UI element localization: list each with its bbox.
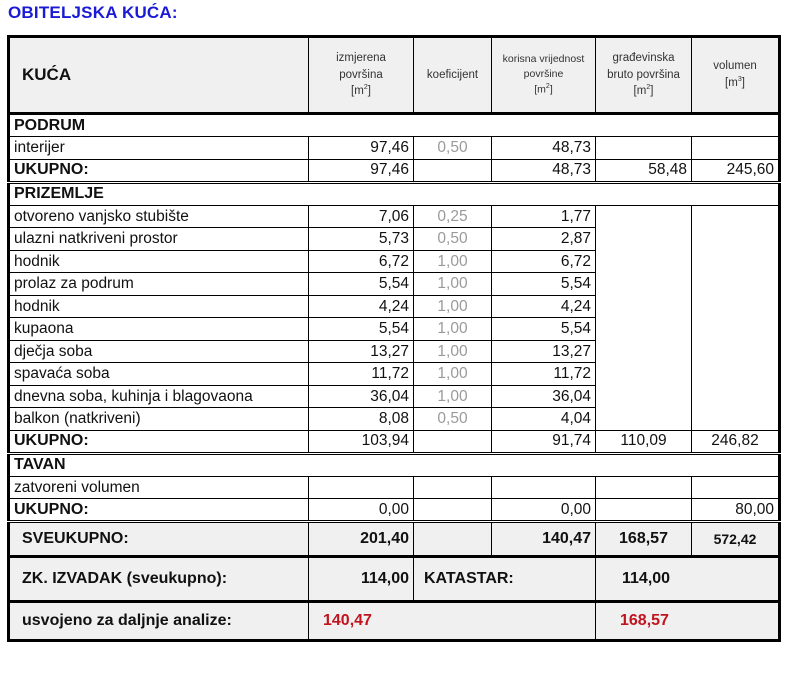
measured-area: 8,08 [309, 408, 414, 431]
table-row [9, 363, 780, 386]
measured-area: 5,54 [309, 318, 414, 341]
gross-area [596, 408, 692, 431]
gross-area [596, 250, 692, 273]
measured-area: 5,73 [309, 228, 414, 251]
section-row [9, 453, 780, 476]
gross-area [596, 499, 692, 522]
coefficient [414, 476, 492, 499]
adopted-usable: 140,47 [309, 602, 596, 641]
volume: 246,82 [692, 430, 780, 453]
adopted-row [9, 602, 780, 641]
room-name: ulazni natkriveni prostor [9, 228, 309, 251]
unit-sup: 3 [737, 76, 742, 84]
volume [692, 363, 780, 386]
coefficient: 1,00 [414, 385, 492, 408]
section-label: PODRUM [9, 114, 780, 137]
unit-sup: 2 [646, 84, 651, 92]
gross-area [596, 273, 692, 296]
table-row [9, 228, 780, 251]
volume [692, 228, 780, 251]
unit-sup: 2 [545, 83, 550, 91]
table-row [9, 318, 780, 341]
unit: [m [725, 77, 738, 89]
measured-area: 13,27 [309, 340, 414, 363]
room-name: balkon (natkriveni) [9, 408, 309, 431]
coefficient [414, 159, 492, 182]
usable-area: 13,27 [492, 340, 596, 363]
measured-area: 5,54 [309, 273, 414, 296]
coefficient: 0,50 [414, 137, 492, 160]
zk-row [9, 557, 780, 602]
usable-area: 5,54 [492, 273, 596, 296]
room-name: kupaona [9, 318, 309, 341]
grand-total-label: SVEUKUPNO: [9, 522, 309, 557]
usable-area: 11,72 [492, 363, 596, 386]
room-name: dnevna soba, kuhinja i blagovaona [9, 385, 309, 408]
usable-area: 6,72 [492, 250, 596, 273]
area-table [7, 35, 781, 642]
section-label: TAVAN [9, 453, 780, 476]
katastar-label: KATASTAR: [414, 557, 596, 602]
gross-area: 168,57 [596, 522, 692, 557]
table-row [9, 340, 780, 363]
measured-area [309, 476, 414, 499]
zk-label: ZK. IZVADAK (sveukupno): [9, 557, 309, 602]
volume: 572,42 [692, 522, 780, 557]
room-name: hodnik [9, 295, 309, 318]
katastar-value: 114,00 [596, 557, 780, 602]
usable-area: 48,73 [492, 137, 596, 160]
gross-area: 58,48 [596, 159, 692, 182]
header-text: volumen [713, 60, 757, 73]
gross-area [596, 318, 692, 341]
usable-area: 1,77 [492, 205, 596, 228]
header-text: građevinska [612, 51, 675, 64]
subtotal-row [9, 159, 780, 182]
gross-area [596, 385, 692, 408]
usable-area: 4,24 [492, 295, 596, 318]
unit: ] [650, 85, 654, 98]
usable-area: 4,04 [492, 408, 596, 431]
volume [692, 385, 780, 408]
coefficient: 1,00 [414, 340, 492, 363]
measured-area: 97,46 [309, 137, 414, 160]
usable-area [492, 476, 596, 499]
measured-area: 4,24 [309, 295, 414, 318]
unit: [m [633, 85, 647, 98]
measured-area: 6,72 [309, 250, 414, 273]
usable-area: 91,74 [492, 430, 596, 453]
measured-area: 11,72 [309, 363, 414, 386]
coefficient: 1,00 [414, 250, 492, 273]
measured-area: 201,40 [309, 522, 414, 557]
section-row [9, 182, 780, 205]
room-name: otvoreno vanjsko stubište [9, 205, 309, 228]
table-row [9, 250, 780, 273]
section-row [9, 114, 780, 137]
subtotal-label: UKUPNO: [9, 159, 309, 182]
coefficient: 0,50 [414, 408, 492, 431]
subtotal-row [9, 499, 780, 522]
header-text: korisna vrijednost [502, 52, 585, 65]
coefficient [414, 430, 492, 453]
table-row [9, 295, 780, 318]
usable-area: 140,47 [492, 522, 596, 557]
header-volume [692, 37, 780, 114]
unit: [m [534, 83, 546, 96]
adopted-gross: 168,57 [596, 602, 780, 641]
table-row [9, 385, 780, 408]
volume: 80,00 [692, 499, 780, 522]
room-name: zatvoreni volumen [9, 476, 309, 499]
header-text: bruto površina [607, 68, 680, 81]
volume [692, 340, 780, 363]
header-kuca: KUĆA [9, 37, 309, 114]
table-row [9, 137, 780, 160]
header-text: površina [339, 68, 383, 81]
volume [692, 137, 780, 160]
coefficient: 1,00 [414, 295, 492, 318]
header-usable-area [492, 37, 596, 114]
usable-area: 48,73 [492, 159, 596, 182]
grand-total-row [9, 522, 780, 557]
coefficient: 1,00 [414, 273, 492, 296]
volume [692, 205, 780, 228]
coefficient: 0,50 [414, 228, 492, 251]
gross-area [596, 295, 692, 318]
subtotal-row [9, 430, 780, 453]
coefficient [414, 499, 492, 522]
volume [692, 273, 780, 296]
table-row [9, 273, 780, 296]
usable-area: 36,04 [492, 385, 596, 408]
room-name: hodnik [9, 250, 309, 273]
zk-value: 114,00 [309, 557, 414, 602]
header-text: izmjerena [336, 51, 386, 64]
unit: ] [741, 77, 745, 89]
unit: [m [351, 85, 364, 98]
header-coefficient: koeficijent [414, 37, 492, 114]
coefficient: 1,00 [414, 363, 492, 386]
volume [692, 408, 780, 431]
gross-area [596, 137, 692, 160]
header-measured-area [309, 37, 414, 114]
measured-area: 36,04 [309, 385, 414, 408]
gross-area: 110,09 [596, 430, 692, 453]
subtotal-label: UKUPNO: [9, 430, 309, 453]
table-row [9, 476, 780, 499]
measured-area: 7,06 [309, 205, 414, 228]
unit-sup: 2 [363, 84, 368, 92]
measured-area: 103,94 [309, 430, 414, 453]
unit: ] [549, 83, 553, 96]
subtotal-label: UKUPNO: [9, 499, 309, 522]
page-title: OBITELJSKA KUĆA: [8, 3, 178, 22]
volume: 245,60 [692, 159, 780, 182]
table-row [9, 205, 780, 228]
usable-area: 0,00 [492, 499, 596, 522]
gross-area [596, 476, 692, 499]
room-name: prolaz za podrum [9, 273, 309, 296]
coefficient: 1,00 [414, 318, 492, 341]
table-row [9, 408, 780, 431]
gross-area [596, 340, 692, 363]
volume [692, 250, 780, 273]
volume [692, 295, 780, 318]
volume [692, 318, 780, 341]
gross-area [596, 363, 692, 386]
gross-area [596, 205, 692, 228]
coefficient [414, 522, 492, 557]
gross-area [596, 228, 692, 251]
room-name: dječja soba [9, 340, 309, 363]
coefficient: 0,25 [414, 205, 492, 228]
room-name: spavaća soba [9, 363, 309, 386]
measured-area: 0,00 [309, 499, 414, 522]
section-label: PRIZEMLJE [9, 182, 780, 205]
header-text: površine [523, 68, 564, 81]
header-row [9, 37, 780, 114]
header-gross-area [596, 37, 692, 114]
adopted-label: usvojeno za daljnje analize: [9, 602, 309, 641]
room-name: interijer [9, 137, 309, 160]
measured-area: 97,46 [309, 159, 414, 182]
unit: ] [367, 85, 371, 98]
volume [692, 476, 780, 499]
usable-area: 2,87 [492, 228, 596, 251]
usable-area: 5,54 [492, 318, 596, 341]
